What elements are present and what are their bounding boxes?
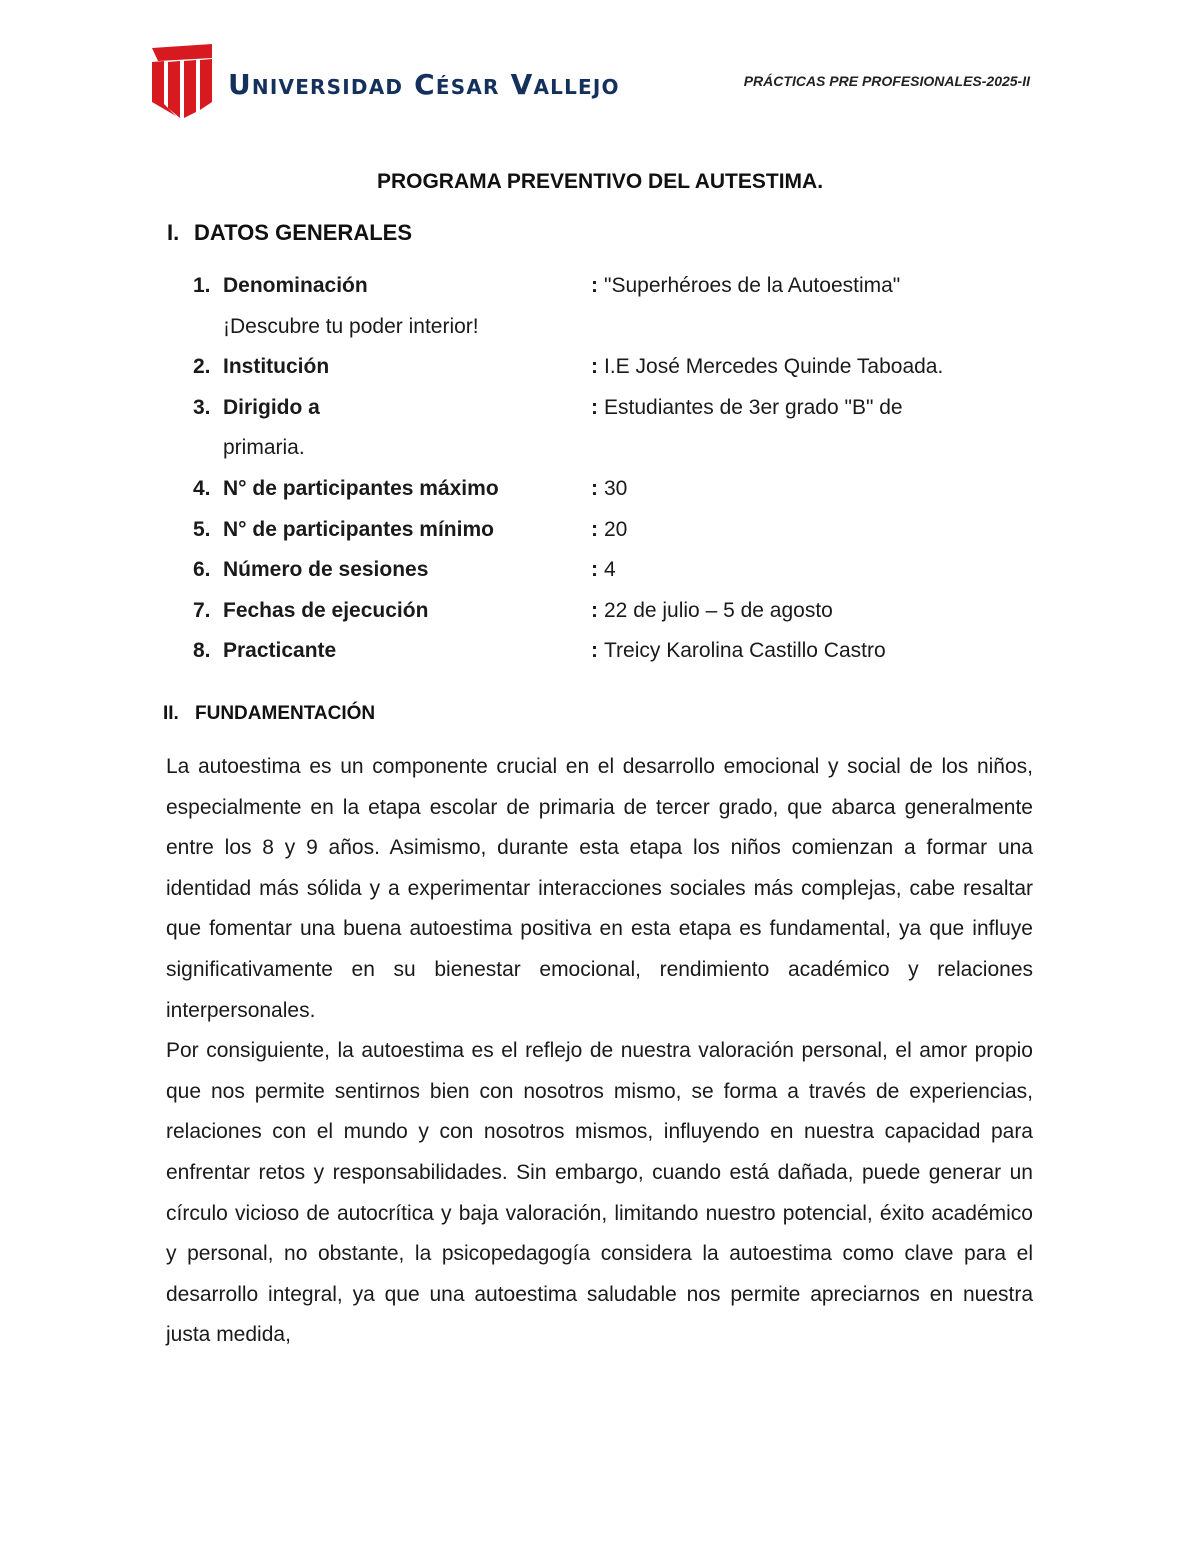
item-number: 3. (193, 395, 211, 419)
list-item-denominacion (193, 266, 1053, 307)
item-value: 22 de julio – 5 de agosto (604, 598, 833, 622)
item-label: N° de participantes máximo (223, 476, 499, 500)
item-value-wrap (591, 591, 833, 632)
list-item-numero-sesiones (193, 550, 1053, 591)
item-colon: : (591, 395, 598, 419)
item-value-wrap (591, 510, 627, 551)
section-number: I. (167, 220, 180, 245)
item-number: 2. (193, 355, 211, 379)
item-colon: : (591, 639, 598, 663)
list-item-institucion (193, 347, 1053, 388)
section-heading-datos-generales (167, 220, 412, 246)
page-header (150, 44, 1050, 119)
section-heading-fundamentacion (163, 703, 375, 725)
item-value: Estudiantes de 3er grado "B" de (604, 395, 903, 419)
item-continuation: ¡Descubre tu poder interior! (223, 314, 479, 338)
paragraph: Por consiguiente, la autoestima es el reflejo de nuestra valoración personal, el amor propio que nos permite sentirnos bien con nosotros mismo, se forma a través de experiencias, relaciones con el mundo y con nosotros mismos, influyendo en nuestra capacidad para enfrentar retos y responsabilidades. Sin embargo, cuando está dañada, puede generar un círculo vicioso de autocrítica y baja valoración, limitando nuestro potencial, éxito académico y personal, no obstante, la psicopedagogía considera la autoestima como clave para el desarrollo integral, ya que una autoestima saludable nos permite apreciarnos en nuestra justa medida, (166, 1039, 1033, 1347)
item-label: Dirigido a (223, 395, 320, 419)
item-label: Número de sesiones (223, 558, 429, 582)
item-number: 6. (193, 558, 211, 582)
item-number: 7. (193, 598, 211, 622)
item-colon: : (591, 517, 598, 541)
item-number: 8. (193, 639, 211, 663)
item-value: I.E José Mercedes Quinde Taboada. (604, 355, 944, 379)
section-title: FUNDAMENTACIÓN (195, 703, 376, 724)
list-item-dirigido (193, 388, 1053, 429)
item-value: Treicy Karolina Castillo Castro (604, 639, 886, 663)
item-continuation: primaria. (223, 436, 305, 460)
list-item-practicante (193, 631, 1053, 672)
item-value-wrap (591, 550, 616, 591)
general-data-list (193, 266, 1053, 672)
fundamentacion-body (166, 747, 1033, 1356)
header-practices-label: PRÁCTICAS PRE PROFESIONALES-2025-II (743, 73, 1030, 89)
list-item-participantes-maximo (193, 469, 1053, 510)
item-value: 4 (604, 558, 616, 582)
item-label: Practicante (223, 639, 337, 663)
item-colon: : (591, 355, 598, 379)
item-number: 1. (193, 274, 211, 297)
item-value: "Superhéroes de la Autoestima" (604, 274, 901, 297)
item-value: 30 (604, 476, 628, 500)
item-colon: : (591, 274, 598, 297)
item-value-wrap (591, 388, 903, 429)
item-colon: : (591, 476, 598, 500)
section-number: II. (163, 703, 179, 724)
item-value: 20 (604, 517, 628, 541)
university-logo-icon (150, 44, 214, 118)
item-label: N° de participantes mínimo (223, 517, 494, 541)
item-label: Denominación (223, 274, 368, 297)
paragraph: La autoestima es un componente crucial en el desarrollo emocional y social de los niños, especialmente en la etapa escolar de primaria de tercer grado, que abarca generalmente entre los 8 y 9 años. Asimismo, durante esta etapa los niños comienzan a formar una identidad más sólida y a experimentar interacciones sociales más complejas, cabe resaltar que fomentar una buena autoestima positiva en esta etapa es fundamental, ya que influye significativamente en su bienestar emocional, rendimiento académico y relaciones interpersonales. (166, 755, 1033, 1022)
item-colon: : (591, 598, 598, 622)
item-value-wrap (591, 631, 886, 672)
list-item-participantes-minimo (193, 510, 1053, 551)
item-label: Fechas de ejecución (223, 598, 429, 622)
list-item-continuation (193, 428, 1053, 469)
item-value-wrap (591, 347, 943, 388)
document-title: PROGRAMA PREVENTIVO DEL AUTESTIMA. (376, 170, 824, 193)
item-value-wrap (591, 469, 627, 510)
list-item-continuation (193, 307, 1053, 348)
item-number: 4. (193, 476, 211, 500)
item-colon: : (591, 558, 598, 582)
item-number: 5. (193, 517, 211, 541)
list-item-fechas (193, 591, 1053, 632)
section-title: DATOS GENERALES (194, 220, 412, 245)
item-label: Institución (223, 355, 330, 379)
item-value-wrap (591, 266, 900, 307)
university-name: Universidad César Vallejo (228, 68, 620, 101)
